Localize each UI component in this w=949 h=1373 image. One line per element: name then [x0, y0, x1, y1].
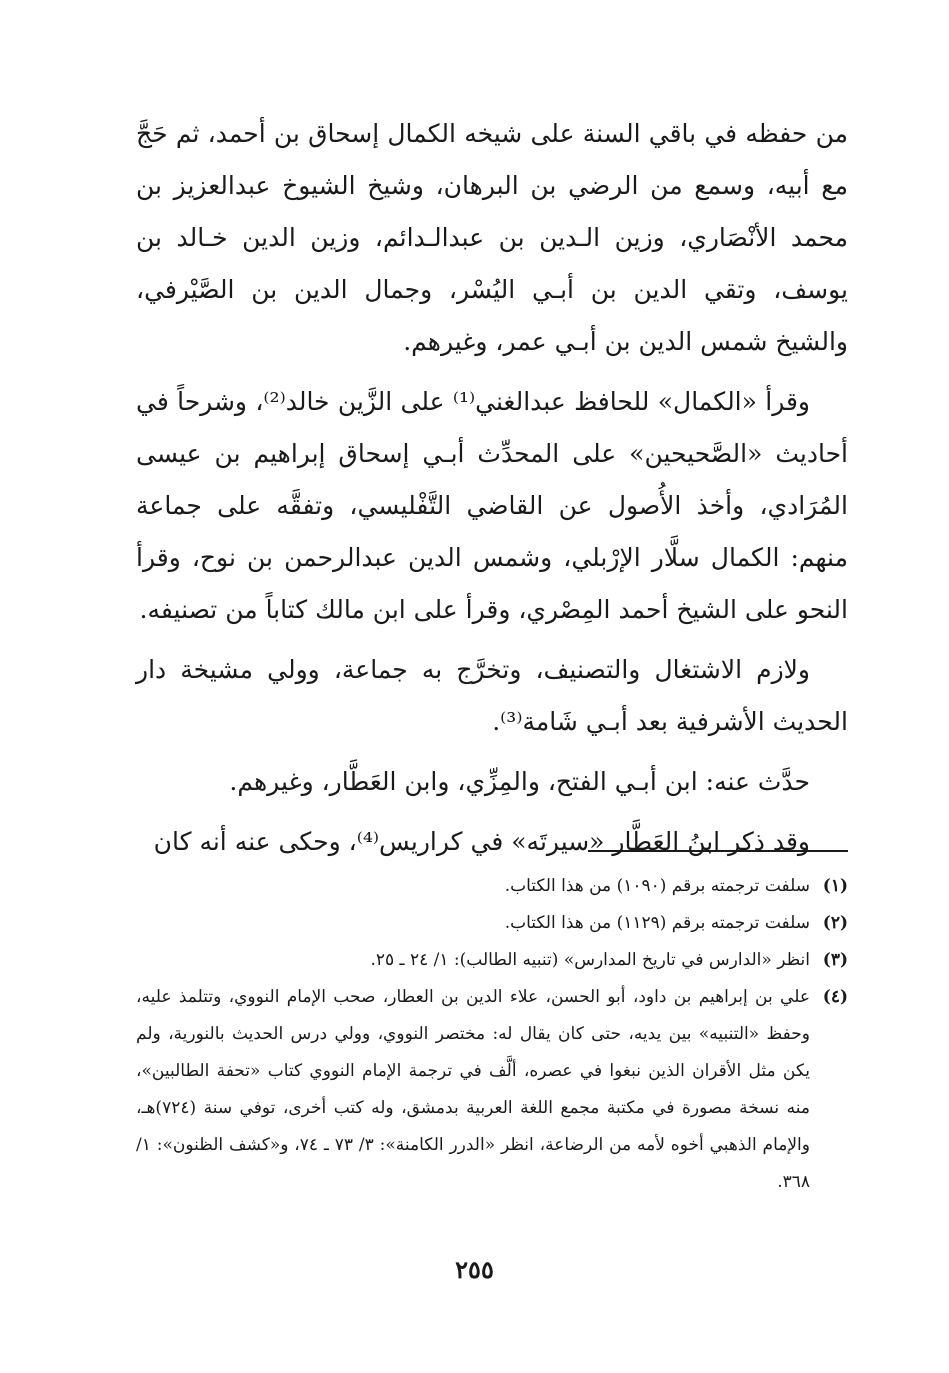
footnotes	[136, 868, 848, 1201]
main-text	[136, 108, 848, 868]
page-number: ٢٥٥	[455, 1255, 494, 1284]
footnote-number: (٤)	[822, 987, 848, 1007]
footnote-text: علي بن إبراهيم بن داود، أبو الحسن، علاء الدين بن العطار، صحب الإمام النووي، وتتلمذ عليه، وحفظ «التنبيه» بين يديه، حتى كان يقال له: مختصر النووي، وولي درس الحديث بالنورية، ولم يكن مثل الأقران الذين نبغوا في عصره، ألَّف في ترجمة الإمام النووي كتاب «تحفة الطالبين»، منه نسخة مصورة في مكتبة مجمع اللغة العربية بدمشق، وله كتب أخرى، توفي سنة (٧٢٤)هـ، والإمام الذهبي أخوه لأمه من الرضاعة، انظر «الدرر الكامنة»: ٣/ ٧٣ ـ ٧٤، و«كشف الظنون»: ١/ ٣٦٨.	[136, 987, 810, 1192]
footnote-3	[136, 942, 848, 979]
footnote-number: (١)	[822, 876, 848, 896]
footnote-separator	[588, 850, 848, 852]
paragraph-1: من حفظه في باقي السنة على شيخه الكمال إسحاق بن أحمد، ثم حَجَّ مع أبيه، وسمع من الرضي بن البرهان، وشيخ الشيوخ عبدالعزيز بن محمد الأنْصَاري، وزين الـدين بن عبدالـدائم، وزين الدين خـالد بن يوسف، وتقي الدين بن أبـي اليُسْر، وجمال الدين بن الصَّيْرفي، والشيخ شمس الدين بن أبـي عمر، وغيرهم.	[136, 119, 848, 356]
footnote-number: (٣)	[822, 950, 848, 970]
footnote-text: انظر «الدارس في تاريخ المدارس» (تنبيه الطالب): ١/ ٢٤ ـ ٢٥.	[370, 950, 810, 970]
paragraph-5: وقد ذكر ابنُ العَطَّار «سيرتَه» في كراريس⁽⁴⁾، وحكى عنه أنه كان	[153, 827, 810, 856]
footnote-text: سلفت ترجمته برقم (١١٢٩) من هذا الكتاب.	[504, 913, 810, 933]
footnote-text: سلفت ترجمته برقم (١٠٩٠) من هذا الكتاب.	[504, 876, 810, 896]
footnote-1	[136, 868, 848, 905]
footnote-2	[136, 905, 848, 942]
paragraph-4: حدَّث عنه: ابن أبـي الفتح، والمِزِّي، وابن العَطَّار، وغيرهم.	[229, 767, 810, 796]
paragraph-3: ولازم الاشتغال والتصنيف، وتخرَّج به جماعة، وولي مشيخة دار الحديث الأشرفية بعد أبـي شَامة⁽³⁾.	[136, 655, 848, 736]
footnote-4	[136, 979, 848, 1201]
paragraph-2: وقرأ «الكمال» للحافظ عبدالغني⁽¹⁾ على الزَّين خالد⁽²⁾، وشرحاً في أحاديث «الصَّحيحين» على المحدِّث أبـي إسحاق إبراهيم بن عيسى المُرَادي، وأخذ الأُصول عن القاضي التَّفْليسي، وتفقَّه على جماعة منهم: الكمال سلَّار الإرْبلي، وشمس الدين عبدالرحمن بن نوح، وقرأ النحو على الشيخ أحمد المِصْري، وقرأ على ابن مالك كتاباً من تصنيفه.	[136, 387, 848, 624]
footnote-number: (٢)	[822, 913, 848, 933]
